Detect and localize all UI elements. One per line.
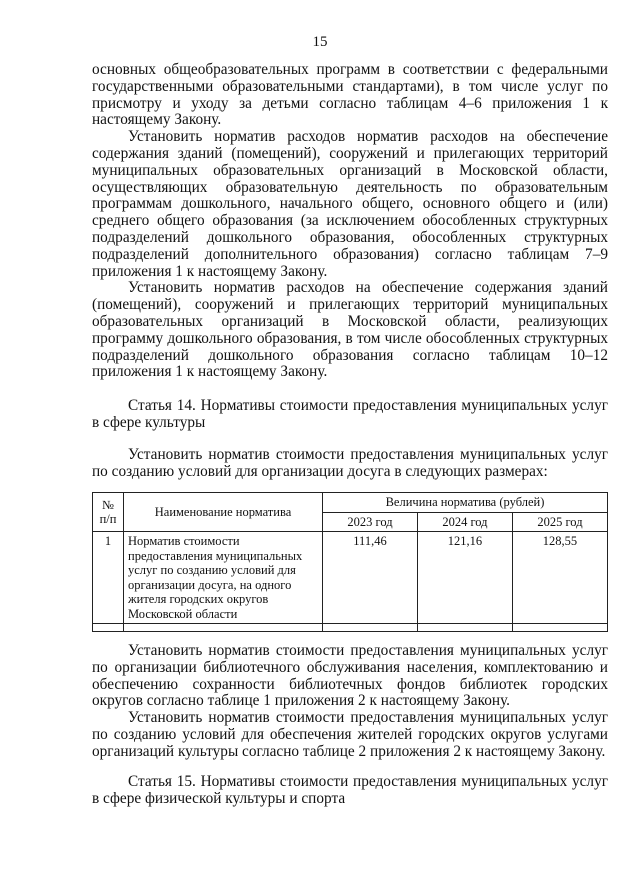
norm-table <box>92 492 608 632</box>
intro-paragraph-2: Установить норматив расходов норматив расходов на обеспечение содержания зданий (помещений), сооружений и прилегающих территорий муниципальных образовательных организаций в Московской области, осуществляющих образовательную деятельность по образовательным программам дошкольного, начального общего, основного общего и (или) среднего общего образования (за исключением обособленных структурных подразделений дошкольного образования, обособленных структурных подразделений дополнительного образования) согласно таблицам 7–9 приложения 1 к настоящему Закону. <box>92 128 608 280</box>
header-year-2025: 2025 год <box>512 512 607 532</box>
table-bottom-spacer <box>93 624 608 632</box>
table-row <box>93 532 608 624</box>
header-year-2023: 2023 год <box>323 512 418 532</box>
row-value-2025: 128,55 <box>512 532 607 624</box>
intro-section <box>92 62 608 381</box>
table-header-row <box>93 493 608 513</box>
intro-paragraph-1: основных общеобразовательных программ в соответствии с федеральными государственными образовательными стандартами), в том числе услуг по присмотру и уходу за детьми согласно таблицам 4–6 приложения 1 к настоящему Закону. <box>92 61 608 129</box>
row-value-2024: 121,16 <box>417 532 512 624</box>
header-value-group: Величина норматива (рублей) <box>323 493 608 513</box>
article-15-title: Статья 15. Нормативы стоимости предоставления муниципальных услуг в сфере физической культуры и спорта <box>92 773 608 807</box>
header-year-2024: 2024 год <box>417 512 512 532</box>
header-num: № п/п <box>93 493 124 532</box>
header-name: Наименование норматива <box>124 493 323 532</box>
article-14-title: Статья 14. Нормативы стоимости предоставления муниципальных услуг в сфере культуры <box>92 397 608 431</box>
intro-paragraph-3: Установить норматив расходов на обеспечение содержания зданий (помещений), сооружений и прилегающих территорий муниципальных образовательных организаций в Московской области, реализующих программу дошкольного образования, в том числе обособленных структурных подразделений дошкольного образования согласно таблицам 10–12 приложения 1 к настоящему Закону. <box>92 279 608 381</box>
row-num: 1 <box>93 532 124 624</box>
page-number: 15 <box>312 34 328 50</box>
row-name: Норматив стоимости предоставления муниципальных услуг по созданию условий для организации досуга, на одного жителя городских округов Московской области <box>124 532 323 624</box>
after-table-section <box>92 643 608 761</box>
after-table-paragraph-2: Установить норматив стоимости предоставления муниципальных услуг по созданию условий для обеспечения жителей городских округов услугами организаций культуры согласно таблице 2 приложения 2 к настоящему Закону. <box>92 709 608 760</box>
article-14-paragraph: Установить норматив стоимости предоставления муниципальных услуг по созданию условий для организации досуга в следующих размерах: <box>92 446 608 480</box>
after-table-paragraph-1: Установить норматив стоимости предоставления муниципальных услуг по организации библиотечного обслуживания населения, комплектованию и обеспечению сохранности библиотечных фондов библиотек городских округов согласно таблице 1 приложения 2 к настоящему Закону. <box>92 642 608 710</box>
row-value-2023: 111,46 <box>323 532 418 624</box>
